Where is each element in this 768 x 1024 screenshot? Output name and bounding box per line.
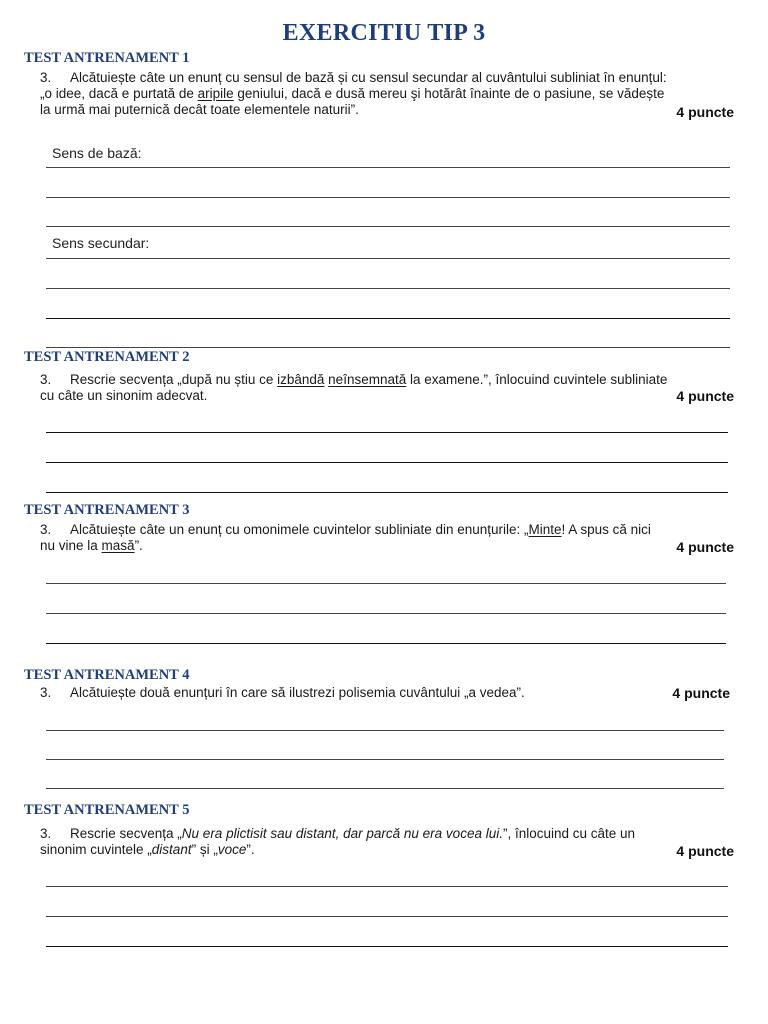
points-label: 4 puncte [676, 104, 734, 120]
task-text: ”. [134, 538, 143, 553]
task-number: 3. [40, 522, 52, 537]
label-basic-sense: Sens de bază: [52, 145, 142, 161]
answer-line[interactable] [46, 258, 730, 259]
task-text: cu câte un sinonim adecvat. [40, 388, 208, 403]
task-text: „o idee, dacă e purtată de [40, 86, 198, 101]
answer-line[interactable] [46, 643, 726, 644]
task-number: 3. [40, 826, 52, 841]
italic-word: voce [217, 842, 247, 857]
task-text: la examene.”, înlocuind cuvintele subliniate [406, 372, 668, 387]
section-heading-3: TEST ANTRENAMENT 3 [24, 502, 190, 518]
answer-line[interactable] [46, 583, 726, 584]
answer-line[interactable] [46, 167, 730, 168]
answer-line[interactable] [46, 347, 730, 348]
task-3-prompt [40, 522, 734, 554]
task-text: geniului, dacă e dusă mereu şi hotărât înainte de o pasiune, se vădește [233, 86, 665, 101]
task-5-prompt [40, 826, 734, 858]
task-text: ! A spus că nici [561, 522, 651, 537]
answer-line[interactable] [46, 462, 728, 463]
answer-line[interactable] [46, 432, 728, 433]
task-text: nu vine la [40, 538, 102, 553]
task-1-prompt [40, 70, 734, 118]
task-text: Rescrie secvența „ [70, 826, 182, 841]
underlined-word: neînsemnată [328, 372, 407, 387]
points-label: 4 puncte [672, 685, 730, 701]
italic-word: distant [151, 842, 192, 857]
task-text: ”. [246, 842, 255, 857]
task-number: 3. [40, 372, 52, 387]
underlined-word: Minte [528, 522, 562, 537]
answer-line[interactable] [46, 288, 730, 289]
task-text: Alcătuiește câte un enunț cu sensul de bază și cu sensul secundar al cuvântului subliniat în enunțul: [70, 70, 667, 85]
task-text: Rescrie secvența „după nu știu ce [70, 372, 278, 387]
task-4-prompt [40, 685, 734, 701]
section-heading-2: TEST ANTRENAMENT 2 [24, 349, 190, 365]
page-title: EXERCITIU TIP 3 [282, 20, 486, 46]
underlined-word: aripile [197, 86, 234, 101]
underlined-word: izbândă [277, 372, 325, 387]
task-text: ”, înlocuind cu câte un [502, 826, 636, 841]
task-number: 3. [40, 685, 52, 700]
answer-line[interactable] [46, 916, 728, 917]
italic-quote: Nu era plictisit sau distant, dar parcă nu era vocea lui. [181, 826, 503, 841]
answer-line[interactable] [46, 613, 726, 614]
answer-line[interactable] [46, 492, 728, 493]
points-label: 4 puncte [676, 843, 734, 859]
task-number: 3. [40, 70, 52, 85]
section-heading-4: TEST ANTRENAMENT 4 [24, 667, 190, 683]
answer-line[interactable] [46, 759, 724, 760]
task-text: sinonim cuvintele „ [40, 842, 152, 857]
task-text: Alcătuiește câte un enunț cu omonimele cuvintelor subliniate din enunțurile: „ [70, 522, 529, 537]
answer-line[interactable] [46, 730, 724, 731]
points-label: 4 puncte [676, 388, 734, 404]
task-text: la urmă mai puternică decât toate elementele naturii”. [40, 102, 359, 117]
answer-line[interactable] [46, 946, 728, 947]
answer-line[interactable] [46, 226, 730, 227]
answer-line[interactable] [46, 886, 728, 887]
answer-line[interactable] [46, 197, 730, 198]
label-secondary-sense: Sens secundar: [52, 235, 150, 251]
underlined-word: masă [101, 538, 135, 553]
section-heading-1: TEST ANTRENAMENT 1 [24, 50, 190, 66]
answer-line[interactable] [46, 788, 724, 789]
answer-line[interactable] [46, 318, 730, 319]
task-2-prompt [40, 372, 734, 404]
task-text: Alcătuiește două enunțuri în care să ilustrezi polisemia cuvântului „a vedea”. [70, 685, 525, 700]
task-text: ” și „ [191, 842, 218, 857]
points-label: 4 puncte [676, 539, 734, 555]
section-heading-5: TEST ANTRENAMENT 5 [24, 802, 190, 818]
